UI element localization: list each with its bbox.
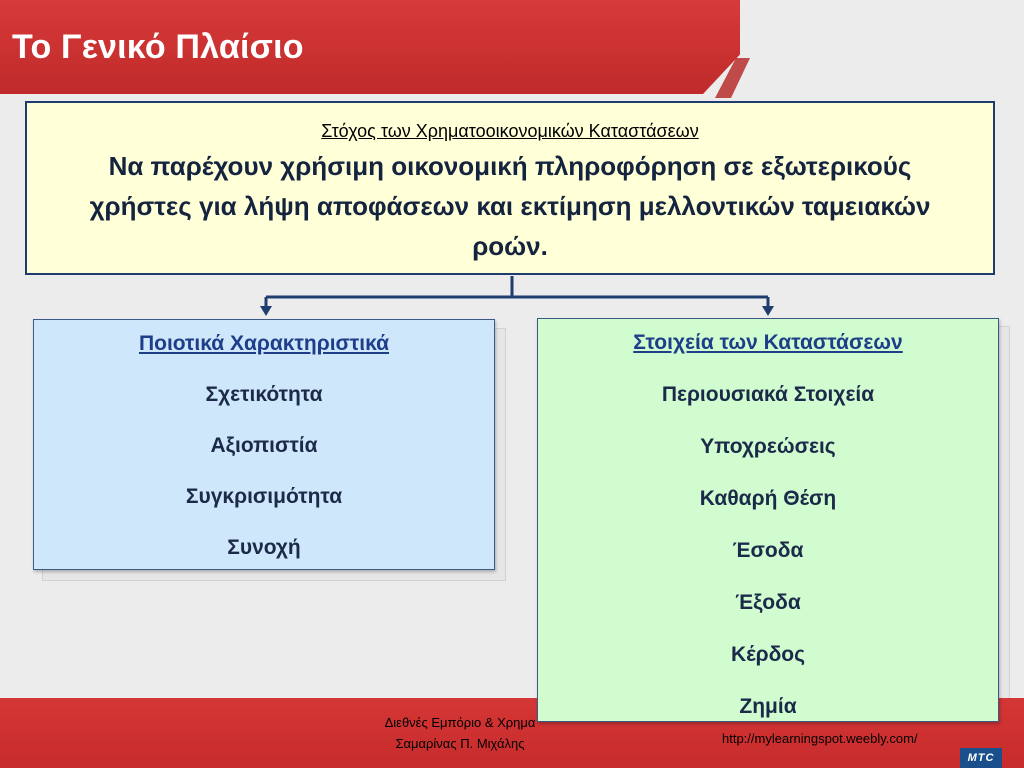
footer-url-link[interactable]: http://mylearningspot.weebly.com/ <box>722 731 918 746</box>
element-item: Ζημία <box>739 695 797 718</box>
quality-item: Σχετικότητα <box>205 383 323 406</box>
footer-course: Διεθνές Εμπόριο & Χρημα <box>384 715 536 730</box>
element-item: Έξοδα <box>735 591 801 614</box>
element-item: Έσοδα <box>732 539 804 562</box>
arrowhead-left <box>260 306 272 316</box>
qualities-panel <box>33 319 495 570</box>
arrowhead-right <box>762 306 774 316</box>
goal-text: Να παρέχουν χρήσιμη οικονομική πληροφόρηση σε εξωτερικούς χρήστες για λήψη αποφάσεων και εκτίμηση μελλοντικών ταμειακών ροών. <box>89 151 931 261</box>
slide-title: Το Γενικό Πλαίσιο <box>12 28 304 66</box>
elements-list <box>538 382 998 719</box>
goal-heading: Στόχος των Χρηματοοικονομικών Καταστάσεων <box>321 121 699 141</box>
elements-heading: Στοιχεία των Καταστάσεων <box>633 331 903 354</box>
quality-item: Συγκρισιμότητα <box>185 485 343 508</box>
goal-box <box>25 101 995 275</box>
elements-panel <box>537 318 999 722</box>
element-item: Καθαρή Θέση <box>699 487 837 510</box>
element-item: Περιουσιακά Στοιχεία <box>661 383 875 406</box>
mtc-logo: MTC <box>960 748 1002 768</box>
qualities-heading: Ποιοτικά Χαρακτηριστικά <box>138 332 390 355</box>
quality-item: Συνοχή <box>227 536 301 559</box>
element-item: Κέρδος <box>730 643 806 666</box>
footer-author: Σαμαρίνας Π. Μιχάλης <box>395 736 525 751</box>
element-item: Υποχρεώσεις <box>700 435 836 458</box>
quality-item: Αξιοπιστία <box>210 434 318 457</box>
qualities-list <box>34 382 494 560</box>
footer-credits <box>330 712 590 754</box>
